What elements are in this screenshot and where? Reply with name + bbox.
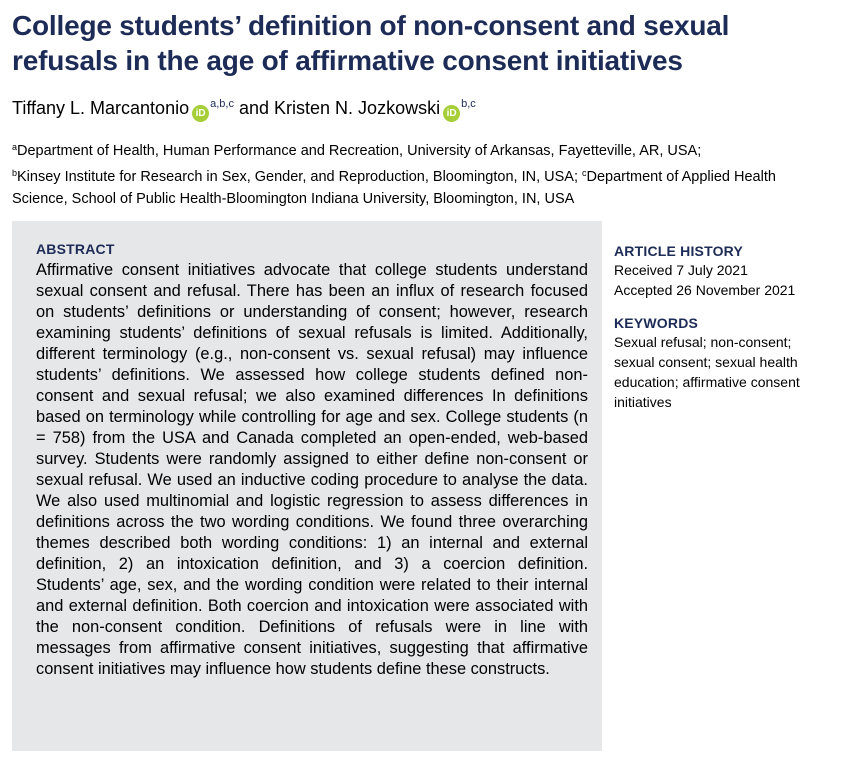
abstract-text: Affirmative consent initiatives advocate that college students understand sexual consent and refusal. There has been an influx of research focused on students’ definitions or understanding of consent; however, research examining students’ definitions of sexual refusals is limited. Additionally, different terminology (e.g., non-consent vs. sexual refusal) may influence students’ definitions. We assessed how college students defined non-consent and sexual refusal; we also examined differences In definitions based on terminology while controlling for age and sex. College students (n = 758) from the USA and Canada completed an open-ended, web-based survey. Students were randomly assigned to either define non-consent or sexual refusal. We used an inductive coding procedure to analyse the data. We also used multinomial and logistic regression to assess differences in definitions across the two wording conditions. We found three overarching themes described both wording conditions: 1) an internal and external definition, 2) an intoxication definition, and 3) a coercion definition. Students’ age, sex, and the wording condition were related to their internal and external definition. Both coercion and intoxication were associated with the non-consent condition. Definitions of refusals were in line with messages from affirmative consent initiatives, suggesting that affirmative consent initiatives may influence how students define these constructs. [36, 261, 588, 678]
affiliation-mark: b [12, 168, 18, 178]
affiliation-text: Department of Health, Human Performance and Recreation, University of Arkansas, Fayetteville, AR, USA; [17, 143, 702, 159]
author-affiliation-marks: a,b,c [210, 98, 234, 110]
affiliations [12, 136, 832, 210]
author-name: Kristen N. Jozkowski [274, 98, 441, 118]
author-name: Tiffany L. Marcantonio [12, 98, 190, 118]
affiliation-mark: a [12, 142, 18, 152]
article-sidebar [614, 242, 834, 412]
article-title: College students’ definition of non-consent and sexual refusals in the age of affirmative consent initiatives [12, 10, 730, 76]
abstract-heading: ABSTRACT [36, 241, 115, 257]
keywords-heading: KEYWORDS [614, 315, 699, 331]
orcid-icon[interactable]: iD [443, 105, 460, 122]
author-affiliation-marks: b,c [461, 98, 476, 110]
affiliation-mark: c [582, 168, 587, 178]
article-history-heading: ARTICLE HISTORY [614, 243, 744, 259]
orcid-icon[interactable]: iD [192, 105, 209, 122]
author-line [12, 92, 476, 122]
accepted-date: Accepted 26 November 2021 [614, 282, 796, 298]
affiliation-text: Kinsey Institute for Research in Sex, Gender, and Reproduction, Bloomington, IN, USA; [17, 169, 578, 185]
affiliation-text: Department of Applied Health Science, School of Public Health-Bloomington Indiana University, Bloomington, IN, USA [12, 169, 776, 207]
abstract-panel [12, 221, 602, 751]
author-connector: and [238, 98, 270, 118]
keywords-text: Sexual refusal; non-consent; sexual consent; sexual health education; affirmative consent initiatives [614, 334, 800, 410]
received-date: Received 7 July 2021 [614, 262, 748, 278]
